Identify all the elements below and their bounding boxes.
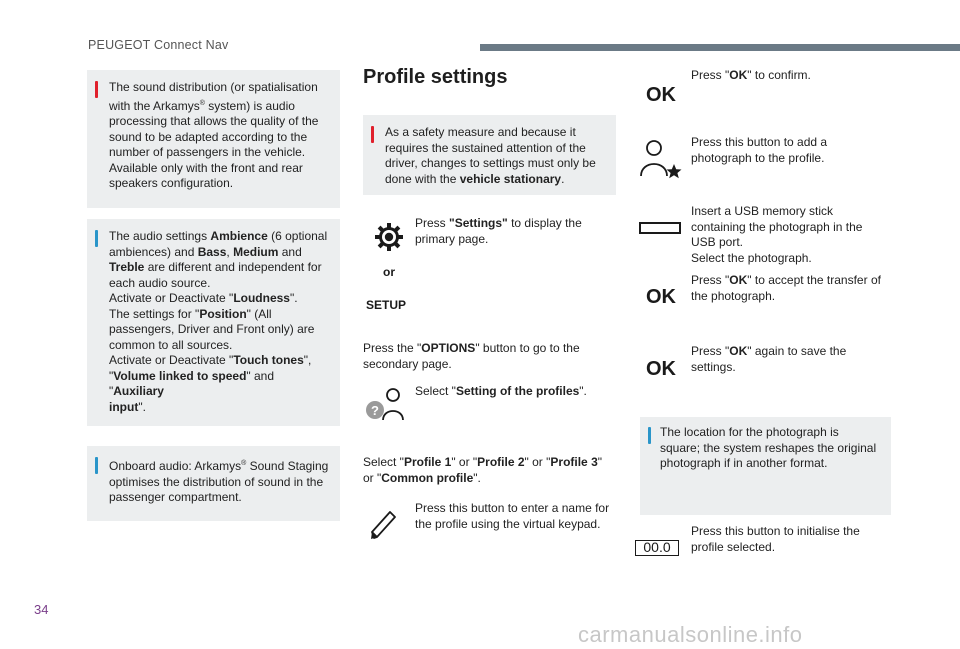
text-line: Available only with the front and rear [109,160,303,175]
section-heading: Profile settings [363,66,508,88]
text: The settings for " [109,306,200,321]
term-common-profile: Common profile [381,470,474,485]
text: " again to save the [747,344,847,358]
term-profile-1: Profile 1 [403,455,452,469]
text: done with the [385,171,460,186]
text-line: processing that allows the quality of the [109,114,319,128]
text: , [226,244,234,259]
term-loudness: Loudness [233,291,290,305]
text-line: speakers configuration. [109,176,234,190]
text: optimises the distribution of sound in the [109,474,324,489]
text: Insert a USB memory stick [691,204,834,218]
term-ambience: Ambience [210,229,268,243]
note-box-audio-settings [87,219,340,426]
text-line: sound to be adapted according to the [109,129,308,144]
text: settings. [691,359,736,374]
warning-icon [95,81,98,98]
text: " (All [246,306,272,321]
term-medium: Medium [233,244,279,259]
text: Select " [415,384,456,398]
instruction-settings [415,216,615,247]
ok-button-label: OK [646,286,676,308]
info-box-photo-location [640,417,891,515]
text: ". [579,384,587,398]
registered-mark: ® [199,99,205,107]
text: Press the " [363,341,422,355]
svg-text:?: ? [371,403,379,418]
text: are different and independent for [144,260,322,274]
text: or " [363,470,382,485]
instruction-reset [691,524,891,555]
text: Sound Staging [246,459,329,473]
term-profile-3: Profile 3 [550,455,598,469]
info-icon [95,230,98,247]
term-auxiliary: Auxiliary [113,384,164,398]
instruction-select-setting [415,384,615,400]
watermark: carmanualsonline.info [578,622,803,647]
text: Press " [691,344,730,358]
page-number: 34 [34,602,49,617]
term-touch-tones: Touch tones [233,353,304,367]
instruction-options [363,341,613,372]
text: requires the sustained attention of the [385,140,586,155]
registered-mark: ® [241,460,247,467]
text: Press [415,216,450,230]
instruction-save [691,344,891,375]
ok-button-label: OK [646,84,676,106]
text: square; the system reshapes the original [660,440,877,455]
text: " [597,455,603,469]
text: " to confirm. [747,68,811,82]
text: to display the [507,216,582,230]
text: photograph to the profile. [691,150,825,165]
text: As a safety measure and because it [385,125,576,139]
instruction-confirm [691,68,891,84]
text: Select " [363,455,404,469]
text: ". [289,291,298,305]
text: driver, changes to settings must only be [385,156,596,170]
text-line: with the Arkamys [109,98,200,113]
text: " or " [524,455,551,469]
text-line: number of passengers in the vehicle. [109,145,306,159]
text: USB port. [691,235,744,249]
term-vehicle-stationary: vehicle stationary [459,171,562,186]
instruction-accept [691,273,891,304]
text: Press " [691,68,730,82]
text: The location for the photograph is [660,425,839,439]
instruction-select-profile [363,455,613,486]
text: Activate or Deactivate " [109,353,234,367]
profile-add-photo-icon [637,138,683,180]
text: Press this button to enter a name for [415,501,610,515]
instruction-usb [691,204,891,266]
text: ambiences) and [109,244,198,259]
text: common to all sources. [109,337,233,352]
note-box-onboard-audio [87,446,340,521]
text: Press this button to add a [691,135,828,149]
reset-display-icon: 00.0 [635,540,679,556]
text: " and " [109,368,275,398]
text-line: system) is audio [204,98,295,113]
text: " to accept the transfer of [747,273,881,287]
note-box-sound-distribution [87,70,340,208]
text: the photograph. [691,288,776,303]
text: passengers, Driver and Front only) are [109,322,315,336]
text: primary page. [415,231,489,246]
term-bass: Bass [197,244,227,259]
term-volume-linked-to-speed: Volume linked to speed [113,368,247,383]
term-treble: Treble [109,260,145,274]
or-label: or [383,265,395,279]
header-bar [480,44,960,51]
text-line: The sound distribution (or spatialisation [109,80,318,94]
term-ok: OK [729,344,748,358]
term-setting-of-the-profiles: Setting of the profiles [455,384,580,398]
usb-port-icon [639,222,681,234]
text: Press " [691,273,730,287]
text: profile selected. [691,539,776,554]
ok-button-label: OK [646,358,676,380]
gear-icon [374,222,404,252]
text: containing the photograph in the [691,219,863,234]
pencil-icon [368,508,398,542]
text: and [278,244,302,259]
text: " or " [451,455,478,469]
text: ". [138,399,146,414]
term-settings: "Settings" [449,216,508,230]
text: . [561,171,565,186]
term-ok: OK [729,68,748,82]
text: each audio source. [109,275,211,290]
term-input: input [109,399,139,414]
text: (6 optional [267,229,328,243]
term-options: OPTIONS [421,341,476,355]
text: The audio settings [109,229,211,243]
warning-icon [371,126,374,143]
setup-button-label: SETUP [366,298,407,312]
profile-question-icon [363,386,409,426]
term-profile-2: Profile 2 [477,455,525,469]
instruction-name [415,501,625,532]
document-header-title: PEUGEOT Connect Nav [88,38,229,52]
info-icon [648,427,651,444]
text: Press this button to initialise the [691,524,860,538]
term-ok: OK [729,273,748,287]
text: ", [303,353,312,367]
text: passenger compartment. [109,490,242,504]
text: " [109,368,114,383]
info-icon [95,457,98,474]
text: secondary page. [363,356,452,371]
text: Select the photograph. [691,250,812,265]
text: Activate or Deactivate " [109,291,234,305]
text: ". [473,470,481,485]
instruction-add-photo [691,135,891,166]
warning-box-safety [363,115,616,195]
text: " button to go to the [475,341,580,355]
term-position: Position [199,306,247,321]
text: the profile using the virtual keypad. [415,516,601,531]
text: photograph if in another format. [660,456,828,470]
text: Onboard audio: Arkamys [109,459,242,473]
